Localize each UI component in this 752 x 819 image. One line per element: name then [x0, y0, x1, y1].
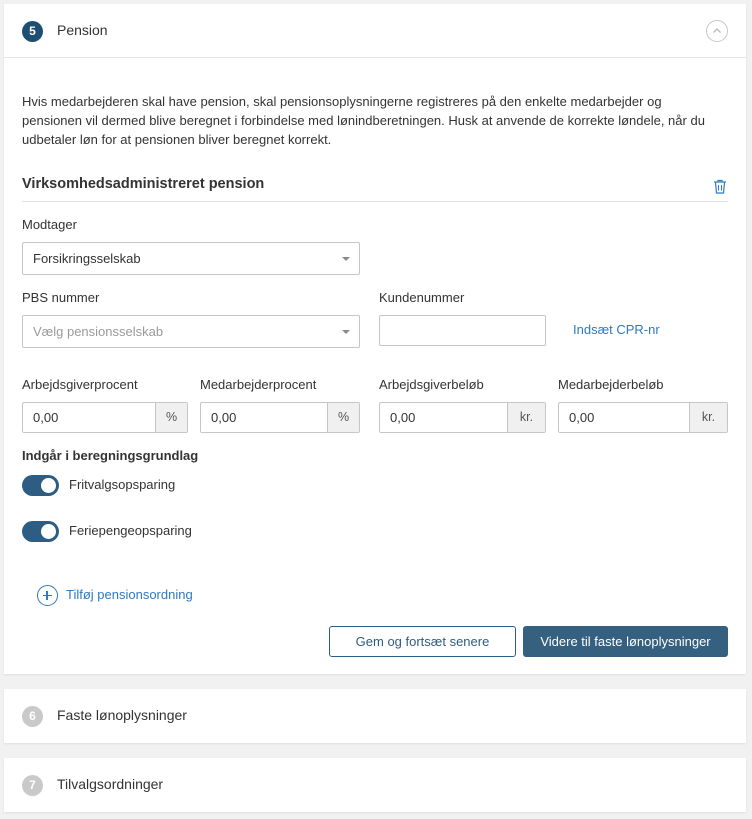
step-title: Pension — [57, 22, 108, 38]
employee-percent-value: 0,00 — [211, 410, 237, 425]
percent-unit: % — [155, 403, 187, 432]
employer-amount-input[interactable] — [379, 402, 546, 433]
percent-unit: % — [327, 403, 359, 432]
recipient-select[interactable] — [22, 242, 360, 275]
employee-amount-label: Medarbejderbeløb — [558, 377, 664, 392]
continue-to-salary-button[interactable]: Videre til faste lønoplysninger — [523, 626, 728, 657]
pension-intro-text: Hvis medarbejderen skal have pension, skal pensionsoplysningerne registreres på den enkelte medarbejder og pensionen vil dermed blive beregnet i forbindelse med lønindberetningen. Husk at anvende de korrekte løndele, når du udbetaler løn for at pensionen bliver beregnet korrekt. — [22, 94, 705, 147]
employee-amount-value: 0,00 — [569, 410, 595, 425]
pbs-select[interactable] — [22, 315, 360, 348]
employee-amount-input[interactable] — [558, 402, 728, 433]
salary-step-card[interactable] — [4, 689, 746, 743]
insert-cpr-link[interactable]: Indsæt CPR-nr — [573, 322, 660, 337]
employer-percent-input[interactable] — [22, 402, 188, 433]
salary-step-header[interactable] — [4, 689, 746, 743]
optional-schemes-step-card[interactable] — [4, 758, 746, 812]
dropdown-caret-icon — [342, 257, 350, 261]
optional-schemes-step-header[interactable] — [4, 758, 746, 812]
step-title: Faste lønoplysninger — [57, 707, 187, 723]
section-divider — [22, 201, 728, 202]
employee-percent-input[interactable] — [200, 402, 360, 433]
toggle-knob — [41, 524, 56, 539]
add-pension-scheme-label: Tilføj pensionsordning — [66, 587, 193, 602]
step-number-badge: 6 — [22, 706, 43, 727]
step-title: Tilvalgsordninger — [57, 776, 164, 792]
calculation-basis-title: Indgår i beregningsgrundlag — [22, 448, 199, 463]
currency-unit: kr. — [689, 403, 727, 432]
customer-number-input[interactable] — [379, 315, 546, 346]
currency-unit: kr. — [507, 403, 545, 432]
recipient-value: Forsikringsselskab — [33, 251, 141, 266]
section-title: Virksomhedsadministreret pension — [22, 176, 265, 192]
pension-step-header[interactable] — [4, 4, 746, 58]
employee-percent-label: Medarbejderprocent — [200, 377, 317, 392]
plus-circle-icon — [37, 585, 58, 606]
fritvalg-toggle[interactable] — [22, 475, 59, 496]
pension-step-card — [4, 4, 746, 674]
trash-icon[interactable] — [713, 179, 727, 197]
employer-amount-label: Arbejdsgiverbeløb — [379, 377, 484, 392]
step-number-badge: 5 — [22, 21, 43, 42]
employer-percent-label: Arbejdsgiverprocent — [22, 377, 138, 392]
fritvalg-label: Fritvalgsopsparing — [69, 477, 176, 492]
feriepenge-label: Feriepengeopsparing — [69, 523, 192, 538]
customer-number-label: Kundenummer — [379, 290, 465, 305]
employer-amount-value: 0,00 — [390, 410, 416, 425]
feriepenge-toggle[interactable] — [22, 521, 59, 542]
toggle-knob — [41, 478, 56, 493]
dropdown-caret-icon — [342, 330, 350, 334]
step-number-badge: 7 — [22, 775, 43, 796]
save-continue-later-button[interactable]: Gem og fortsæt senere — [329, 626, 516, 657]
employer-percent-value: 0,00 — [33, 410, 59, 425]
pbs-placeholder: Vælg pensionsselskab — [33, 324, 164, 339]
pbs-label: PBS nummer — [22, 290, 100, 305]
chevron-up-icon[interactable] — [706, 20, 728, 42]
recipient-label: Modtager — [22, 217, 77, 232]
